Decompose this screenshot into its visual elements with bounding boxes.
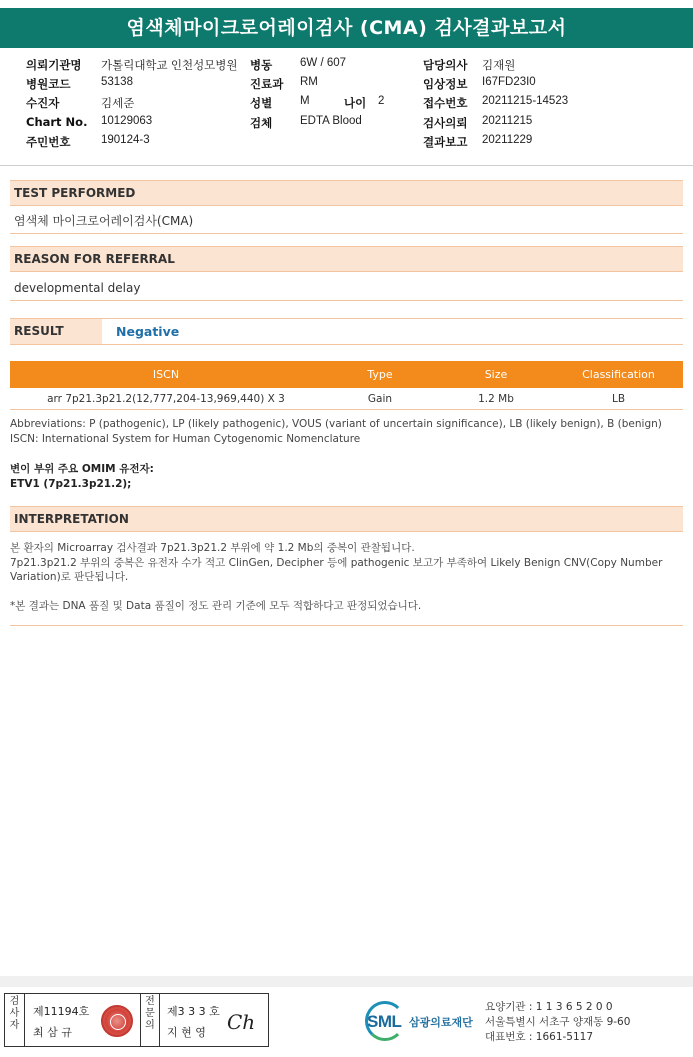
info-label-physician: 담당의사 xyxy=(423,58,468,72)
org-phone-line: 대표번호 : 1661-5117 xyxy=(485,1031,594,1043)
organization-info xyxy=(485,1000,630,1045)
col-header-iscn: ISCN xyxy=(152,368,180,381)
info-value-department: RM xyxy=(300,76,318,88)
patient-info-block xyxy=(0,56,693,166)
info-label-request-date: 검사의뢰 xyxy=(423,116,468,130)
doctor-label xyxy=(140,994,160,1046)
interpretation-line-1: 본 환자의 Microarray 검사결과 7p21.3p21.2 부위에 약 1.2 Mb의 중복이 관찰됩니다. xyxy=(10,542,415,554)
reason-value: developmental delay xyxy=(10,275,683,301)
examiner-label xyxy=(5,994,25,1046)
test-performed-value: 염색체 마이크로어레이검사(CMA) xyxy=(10,208,683,234)
abbreviations-line: Abbreviations: P (pathogenic), LP (likely pathogenic), VOUS (variant of uncertain significance), LB (likely benign), B (benign) xyxy=(10,418,662,430)
table-row xyxy=(10,388,683,410)
doctor-name: 지 현 영 xyxy=(167,1026,206,1039)
info-value-sex: M xyxy=(300,95,310,107)
interpretation-heading: INTERPRETATION xyxy=(10,506,683,532)
info-value-age: 2 xyxy=(378,95,385,107)
info-value-chart-no: 10129063 xyxy=(101,115,153,127)
info-label-age: 나이 xyxy=(344,96,367,110)
info-value-accession-no: 20211215-14523 xyxy=(482,95,569,107)
sml-logo xyxy=(365,1001,477,1041)
examiner-name: 최 삼 규 xyxy=(33,1026,72,1039)
info-label-hospital-code: 병원코드 xyxy=(26,77,71,91)
interpretation-line-3: Variation)로 판단됩니다. xyxy=(10,571,129,583)
info-label-institution: 의뢰기관명 xyxy=(26,58,82,72)
info-value-hospital-code: 53138 xyxy=(101,76,133,88)
report-title: 염색체마이크로어레이검사 (CMA) 검사결과보고서 xyxy=(0,8,693,48)
info-value-request-date: 20211215 xyxy=(482,115,533,127)
col-header-classification: Classification xyxy=(582,368,655,381)
test-performed-heading: TEST PERFORMED xyxy=(10,180,683,206)
doctor-label-text: 전문의 xyxy=(145,996,155,1031)
footer-band xyxy=(0,976,693,987)
info-label-sex: 성별 xyxy=(250,96,273,110)
info-label-ward: 병동 xyxy=(250,58,273,72)
cell-size: 1.2 Mb xyxy=(478,393,514,405)
info-label-chart-no: Chart No. xyxy=(26,115,88,129)
info-value-specimen: EDTA Blood xyxy=(300,115,362,127)
iscn-definition-line: ISCN: International System for Human Cytogenomic Nomenclature xyxy=(10,433,361,445)
result-row xyxy=(10,318,683,345)
col-header-type: Type xyxy=(367,368,393,381)
result-value: Negative xyxy=(116,324,180,339)
interpretation-divider xyxy=(10,625,683,626)
cell-classification: LB xyxy=(611,393,626,405)
signature-box xyxy=(4,993,269,1047)
info-value-report-date: 20211229 xyxy=(482,134,533,146)
info-value-institution: 가톨릭대학교 인천성모병원 xyxy=(101,60,238,72)
info-label-department: 진료과 xyxy=(250,77,284,91)
info-value-patient: 김세준 xyxy=(101,98,135,110)
cell-iscn: arr 7p21.3p21.2(12,777,204-13,969,440) X 3 xyxy=(47,393,285,405)
info-value-physician: 김재원 xyxy=(482,60,516,72)
examiner-seal-icon xyxy=(101,1005,133,1037)
cell-type: Gain xyxy=(367,393,393,405)
examiner-license: 제11194호 xyxy=(33,1005,90,1018)
col-header-size: Size xyxy=(484,368,508,381)
info-label-clinical-info: 임상정보 xyxy=(423,77,468,91)
result-label: RESULT xyxy=(10,319,102,344)
info-label-specimen: 검체 xyxy=(250,116,273,130)
info-value-resident-no: 190124-3 xyxy=(101,134,150,146)
doctor-license: 제3 3 3 호 xyxy=(167,1005,220,1018)
info-label-patient: 수진자 xyxy=(26,96,60,110)
info-label-accession-no: 접수번호 xyxy=(423,96,468,110)
org-license-line: 요양기관 : 1 1 3 6 5 2 0 0 xyxy=(485,1001,613,1013)
reason-heading: REASON FOR REFERRAL xyxy=(10,246,683,272)
info-label-report-date: 결과보고 xyxy=(423,135,468,149)
interpretation-line-2: 7p21.3p21.2 부위의 중복은 유전자 수가 적고 ClinGen, Decipher 등에 pathogenic 보고가 부족하여 Likely Benign CNV(Copy Number xyxy=(10,557,663,569)
examiner-label-text: 검사자 xyxy=(9,996,20,1031)
org-address-line: 서울특별시 서초구 양재동 9-60 xyxy=(485,1016,631,1028)
info-label-resident-no: 주민번호 xyxy=(26,135,71,149)
cnv-table xyxy=(10,361,683,410)
logo-org-name: 삼광의료재단 xyxy=(409,1016,473,1029)
logo-mark: SML xyxy=(367,1012,402,1031)
omim-title: 변이 부위 주요 OMIM 유전자: xyxy=(10,463,154,475)
quality-footnote: *본 결과는 DNA 품질 및 Data 품질이 정도 관리 기준에 모두 적합하다고 판정되었습니다. xyxy=(10,600,422,612)
info-value-ward: 6W / 607 xyxy=(300,57,347,69)
info-divider xyxy=(0,165,693,166)
cnv-table-header xyxy=(10,361,683,388)
doctor-signature: Ch xyxy=(227,1010,256,1034)
omim-genes: ETV1 (7p21.3p21.2); xyxy=(10,478,132,490)
info-value-clinical-info: I67FD23I0 xyxy=(482,76,536,88)
